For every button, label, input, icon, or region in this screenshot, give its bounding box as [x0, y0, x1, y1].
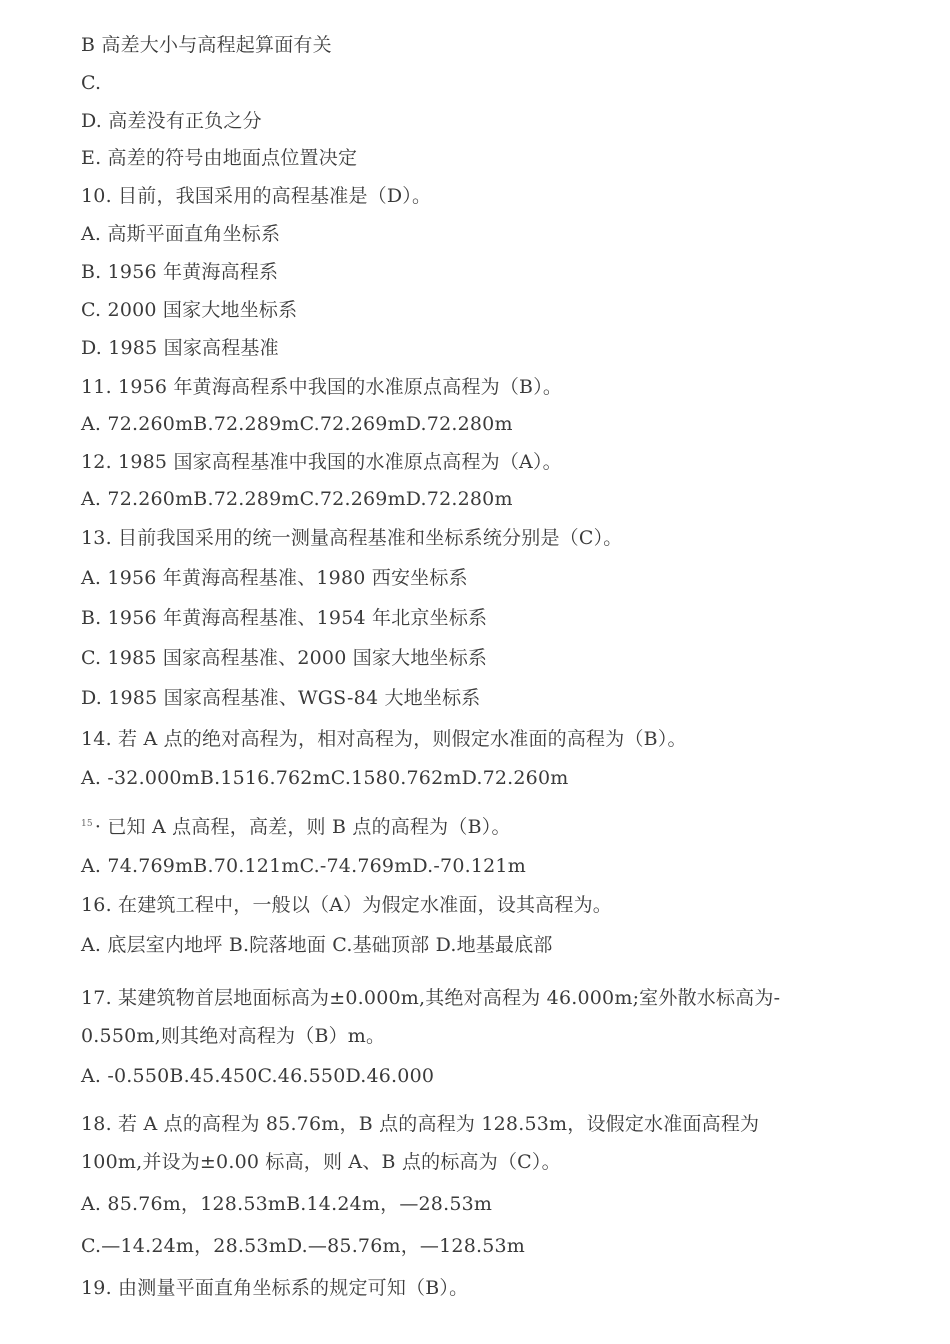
text-line: A. -0.550B.45.450C.46.550D.46.000 [81, 1065, 435, 1087]
text-line: A. 72.260mB.72.289mC.72.269mD.72.280m [81, 488, 513, 510]
text-line: D. 高差没有正负之分 [81, 110, 262, 132]
question-17: 17. 某建筑物首层地面标高为±0.000m,其绝对高程为 46.000m;室外散水标高为- [81, 987, 781, 1009]
text-line: B. 1956 年黄海高程系 [81, 261, 279, 283]
question-13: 13. 目前我国采用的统一测量高程基准和坐标系统分别是（C）。 [81, 527, 623, 549]
question-11: 11. 1956 年黄海高程系中我国的水准原点高程为（B）。 [81, 376, 563, 398]
text-line: A. 72.260mB.72.289mC.72.269mD.72.280m [81, 413, 513, 435]
text-line: C.—14.24m，28.53mD.—85.76m，—128.53m [81, 1235, 526, 1257]
text-line: A. 85.76m，128.53mB.14.24m，—28.53m [81, 1193, 493, 1215]
question-16: 16. 在建筑工程中，一般以（A）为假定水准面，设其高程为。 [81, 894, 612, 916]
question-10: 10. 目前，我国采用的高程基准是（D）。 [81, 185, 432, 207]
text-line: A. 74.769mB.70.121mC.-74.769mD.-70.121m [81, 855, 526, 877]
text-line: A. 高斯平面直角坐标系 [81, 223, 281, 245]
text-line: B. 1956 年黄海高程基准、1954 年北京坐标系 [81, 607, 488, 629]
question-15-text: · 已知 A 点高程，高差，则 B 点的高程为（B）。 [94, 816, 511, 838]
question-18: 18. 若 A 点的高程为 85.76m，B 点的高程为 128.53m，设假定水准面高程为 [81, 1113, 760, 1135]
text-line: 100m,并设为±0.00 标高，则 A、B 点的标高为（C）。 [81, 1151, 561, 1173]
text-line: C. 2000 国家大地坐标系 [81, 299, 298, 321]
question-19: 19. 由测量平面直角坐标系的规定可知（B）。 [81, 1277, 469, 1299]
text-line: E. 高差的符号由地面点位置决定 [81, 147, 358, 169]
text-line: D. 1985 国家高程基准 [81, 337, 279, 359]
text-line: A. -32.000mB.1516.762mC.1580.762mD.72.260m [81, 767, 569, 789]
question-number-superscript: 15 [81, 819, 93, 829]
text-line: C. [81, 72, 102, 94]
question-15 [81, 815, 511, 843]
question-14: 14. 若 A 点的绝对高程为，相对高程为，则假定水准面的高程为（B）。 [81, 728, 687, 750]
text-line: A. 底层室内地坪 B.院落地面 C.基础顶部 D.地基最底部 [81, 934, 553, 956]
text-line: D. 1985 国家高程基准、WGS-84 大地坐标系 [81, 687, 481, 709]
text-line: C. 1985 国家高程基准、2000 国家大地坐标系 [81, 647, 488, 669]
text-line: A. 1956 年黄海高程基准、1980 西安坐标系 [81, 567, 468, 589]
text-line: 0.550m,则其绝对高程为（B）m。 [81, 1025, 386, 1047]
question-12: 12. 1985 国家高程基准中我国的水准原点高程为（A）。 [81, 451, 562, 473]
text-line: B 高差大小与高程起算面有关 [81, 34, 332, 56]
